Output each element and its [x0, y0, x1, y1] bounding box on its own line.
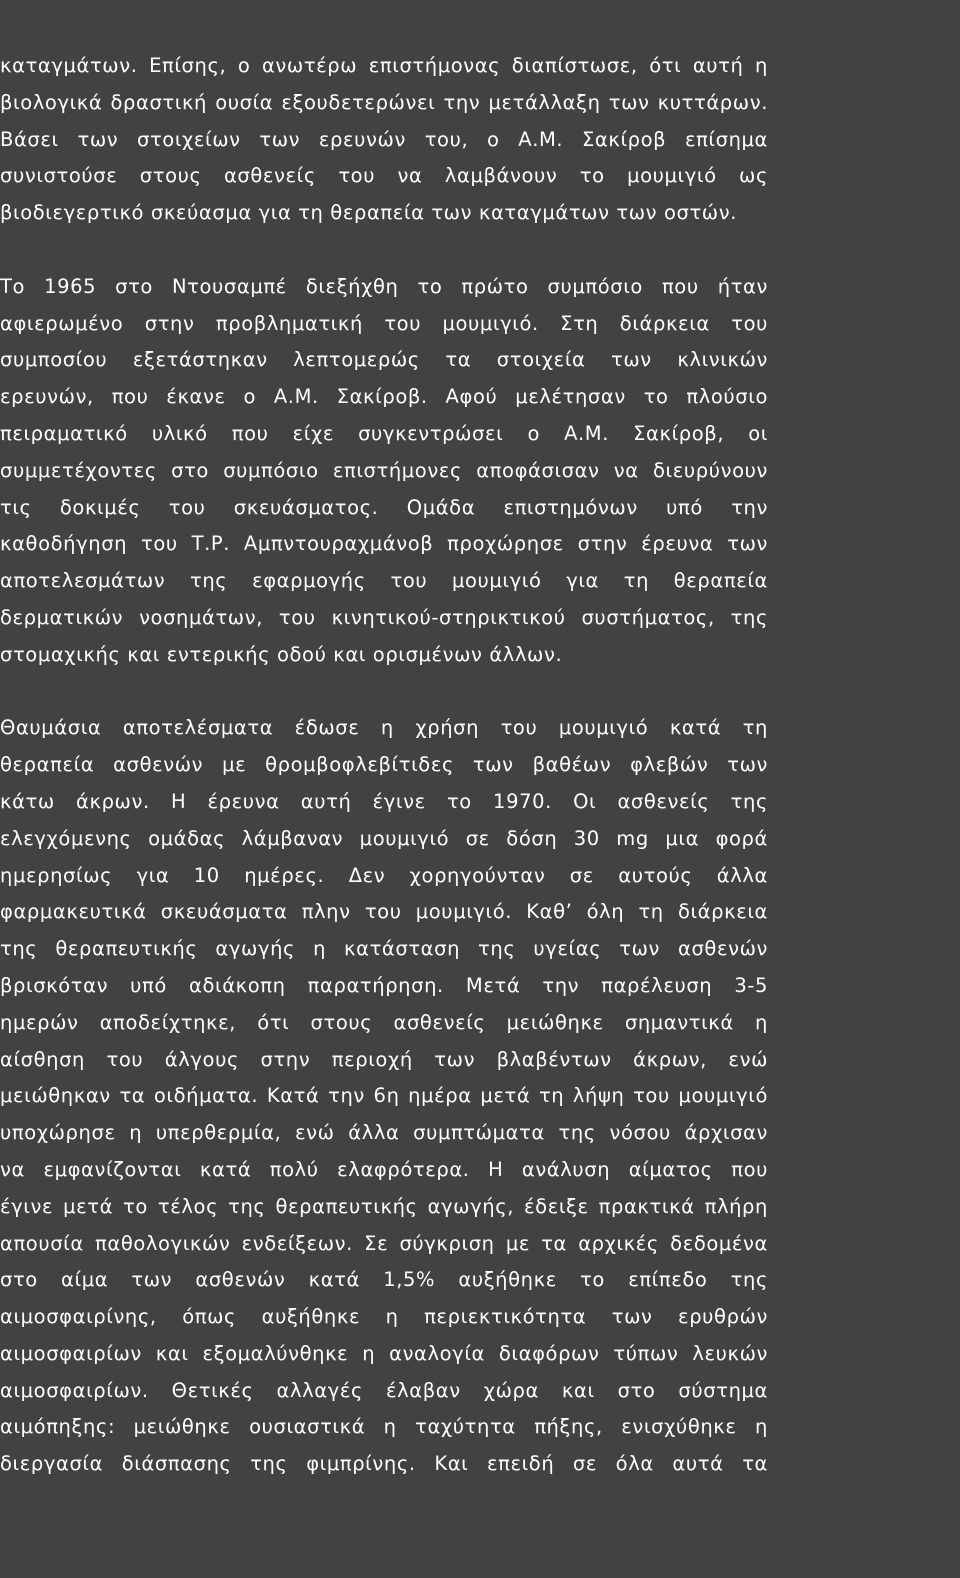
text-line: τις δοκιμές του σκευάσματος. Ομάδα επιστημόνων υπό την: [0, 495, 768, 519]
text-line: ημερών αποδείχτηκε, ότι στους ασθενείς μειώθηκε σημαντικά η: [0, 1010, 768, 1034]
text-line: μειώθηκαν τα οιδήματα. Κατά την 6η ημέρα μετά τη λήψη του μουμιγιό: [0, 1084, 768, 1108]
text-line: θεραπεία ασθενών με θρομβοφλεβίτιδες των βαθέων φλεβών των: [0, 753, 768, 777]
text-line: αίσθηση του άλγους στην περιοχή των βλαβέντων άκρων, ενώ: [0, 1047, 768, 1071]
text-line: συμμετέχοντες στο συμπόσιο επιστήμονες αποφάσισαν να διευρύνουν: [0, 458, 768, 482]
text-line: να εμφανίζονται κατά πολύ ελαφρότερα. Η ανάλυση αίματος που: [0, 1157, 768, 1181]
text-line: κάτω άκρων. Η έρευνα αυτή έγινε το 1970. Οι ασθενείς της: [0, 789, 768, 813]
text-line: συνιστούσε στους ασθενείς του να λαμβάνουν το μουμιγιό ως: [0, 164, 768, 188]
text-line: αιμοσφαιρίων και εξομαλύνθηκε η αναλογία διαφόρων τύπων λευκών: [0, 1341, 768, 1365]
text-line: δερματικών νοσημάτων, του κινητικού-στηρικτικού συστήματος, της: [0, 605, 768, 629]
text-line: στομαχικής και εντερικής οδού και ορισμένων άλλων.: [0, 642, 563, 666]
text-line: ελεγχόμενης ομάδας λάμβαναν μουμιγιό σε δόση 30 mg μια φορά: [0, 826, 768, 850]
text-line: ερευνών, που έκανε ο Α.Μ. Σακίροβ. Αφού μελέτησαν το πλούσιο: [0, 385, 768, 409]
text-line: στο αίμα των ασθενών κατά 1,5% αυξήθηκε το επίπεδο της: [0, 1268, 768, 1292]
paragraph-1: [0, 48, 768, 232]
text-line: Το 1965 στο Ντουσαμπέ διεξήχθη το πρώτο συμπόσιο που ήταν: [0, 274, 768, 298]
text-line: συμποσίου εξετάστηκαν λεπτομερώς τα στοιχεία των κλινικών: [0, 348, 768, 372]
text-line: καθοδήγηση του Τ.Ρ. Αμπντουραχμάνοβ προχώρησε στην έρευνα των: [0, 532, 768, 556]
text-line: αιμοσφαιρίων. Θετικές αλλαγές έλαβαν χώρα και στο σύστημα: [0, 1378, 768, 1402]
text-line: βιοδιεγερτικό σκεύασμα για τη θεραπεία των καταγμάτων των οστών.: [0, 201, 738, 225]
text-line: διεργασία διάσπασης της φιμπρίνης. Και επειδή σε όλα αυτά τα: [0, 1452, 768, 1476]
text-line: πειραματικό υλικό που είχε συγκεντρώσει ο Α.Μ. Σακίροβ, οι: [0, 421, 768, 445]
document-page: [0, 48, 768, 1520]
text-line: ημερησίως για 10 ημέρες. Δεν χορηγούνταν σε αυτούς άλλα: [0, 863, 768, 887]
text-line: καταγμάτων. Επίσης, ο ανωτέρω επιστήμονας διαπίστωσε, ότι αυτή η: [0, 54, 768, 77]
text-line: αποτελεσμάτων της εφαρμογής του μουμιγιό για τη θεραπεία: [0, 569, 768, 593]
text-line: Βάσει των στοιχείων των ερευνών του, ο Α.Μ. Σακίροβ επίσημα: [0, 127, 768, 151]
text-line: αιμόπηξης: μειώθηκε ουσιαστικά η ταχύτητα πήξης, ενισχύθηκε η: [0, 1415, 768, 1439]
text-line: βιολογικά δραστική ουσία εξουδετερώνει την μετάλλαξη των κυττάρων.: [0, 90, 768, 114]
text-line: βρισκόταν υπό αδιάκοπη παρατήρηση. Μετά την παρέλευση 3-5: [0, 973, 768, 997]
text-line: της θεραπευτικής αγωγής η κατάσταση της υγείας των ασθενών: [0, 937, 768, 961]
text-line: απουσία παθολογικών ενδείξεων. Σε σύγκριση με τα αρχικές δεδομένα: [0, 1231, 768, 1255]
paragraph-3: [0, 710, 768, 1483]
text-line: υποχώρησε η υπερθερμία, ενώ άλλα συμπτώματα της νόσου άρχισαν: [0, 1121, 768, 1145]
text-line: έγινε μετά το τέλος της θεραπευτικής αγωγής, έδειξε πρακτικά πλήρη: [0, 1194, 768, 1218]
text-line: αιμοσφαιρίνης, όπως αυξήθηκε η περιεκτικότητα των ερυθρών: [0, 1305, 768, 1329]
text-line: αφιερωμένο στην προβληματική του μουμιγιό. Στη διάρκεια του: [0, 311, 768, 335]
text-line: Θαυμάσια αποτελέσματα έδωσε η χρήση του μουμιγιό κατά τη: [0, 716, 768, 740]
paragraph-2: [0, 269, 768, 674]
text-line: φαρμακευτικά σκευάσματα πλην του μουμιγιό. Καθ’ όλη τη διάρκεια: [0, 900, 768, 924]
